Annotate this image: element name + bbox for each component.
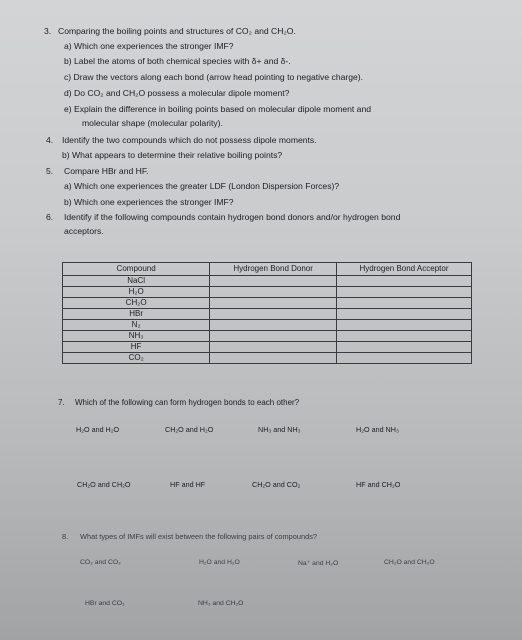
acceptor-cell[interactable] xyxy=(337,320,472,331)
q7-number: 7. xyxy=(58,398,65,407)
acceptor-cell[interactable] xyxy=(337,298,472,309)
q3c-text: c) Draw the vectors along each bond (arrow head pointing to negative charge). xyxy=(64,72,364,82)
header-compound: Compound xyxy=(63,263,210,276)
q8-pair: CO₂ and CO₂ xyxy=(80,559,121,566)
compound-cell: NH₃ xyxy=(63,331,210,342)
q7-pair: CH₂O and CH₂O xyxy=(77,480,131,489)
q7-pair: NH₃ and NH₃ xyxy=(258,425,301,434)
acceptor-cell[interactable] xyxy=(337,353,472,364)
compound-cell: HBr xyxy=(63,309,210,320)
donor-cell[interactable] xyxy=(210,342,337,353)
q7-pair: HF and CH₂O xyxy=(356,480,401,489)
q6-prompt-cont: acceptors. xyxy=(64,226,104,236)
compound-cell: NaCl xyxy=(63,276,210,287)
q3-number: 3. xyxy=(44,26,52,36)
compound-cell: CH₂O xyxy=(63,298,210,309)
q4-prompt: Identify the two compounds which do not possess dipole moments. xyxy=(62,135,317,145)
q5b-text: b) Which one experiences the stronger IMF? xyxy=(64,197,234,207)
header-hb-acceptor: Hydrogen Bond Acceptor xyxy=(337,263,472,276)
q7-pair: HF and HF xyxy=(170,480,206,489)
q8-pair: CH₂O and CH₂O xyxy=(384,559,435,566)
q5-prompt: Compare HBr and HF. xyxy=(64,166,149,176)
q5-number: 5. xyxy=(46,166,54,176)
hydrogen-bond-table xyxy=(62,262,472,364)
q3e-text-cont: molecular shape (molecular polarity). xyxy=(82,118,223,128)
donor-cell[interactable] xyxy=(210,287,337,298)
q8-pair: NH₃ and CH₂O xyxy=(198,600,244,607)
header-hb-donor: Hydrogen Bond Donor xyxy=(210,263,337,276)
acceptor-cell[interactable] xyxy=(337,309,472,320)
donor-cell[interactable] xyxy=(210,309,337,320)
donor-cell[interactable] xyxy=(210,331,337,342)
q8-prompt: What types of IMFs will exist between the following pairs of compounds? xyxy=(80,532,318,541)
q8-pair: Na⁺ and H₂O xyxy=(298,560,339,567)
table-row xyxy=(63,320,472,331)
donor-cell[interactable] xyxy=(210,353,337,364)
q6-number: 6. xyxy=(46,212,54,222)
table-header-row xyxy=(63,263,472,276)
q3-prompt: Comparing the boiling points and structures of CO₂ and CH₂O. xyxy=(58,26,296,36)
table-row xyxy=(63,298,472,309)
q3b-text: b) Label the atoms of both chemical species with δ+ and δ-. xyxy=(64,56,291,66)
q7-pair: CH₂O and CO₂ xyxy=(252,480,301,489)
acceptor-cell[interactable] xyxy=(337,342,472,353)
q4b-text: b) What appears to determine their relative boiling points? xyxy=(62,150,283,160)
table-row xyxy=(63,287,472,298)
q3e-text: e) Explain the difference in boiling points based on molecular dipole moment and xyxy=(64,104,372,114)
table-row xyxy=(63,309,472,320)
compound-cell: N₂ xyxy=(63,320,210,331)
q7-pair: CH₂O and H₂O xyxy=(165,425,214,434)
q7-pair: H₂O and NH₃ xyxy=(356,425,399,434)
q4-number: 4. xyxy=(46,135,54,145)
q6-prompt: Identify if the following compounds contain hydrogen bond donors and/or hydrogen bond xyxy=(64,212,401,222)
table-row xyxy=(63,342,472,353)
acceptor-cell[interactable] xyxy=(337,287,472,298)
donor-cell[interactable] xyxy=(210,298,337,309)
table-row xyxy=(63,353,472,364)
q8-pair: HBr and CO₂ xyxy=(85,600,125,607)
q3a-text: a) Which one experiences the stronger IMF? xyxy=(64,41,234,51)
compound-cell: H₂O xyxy=(63,287,210,298)
q7-pair: H₂O and H₂O xyxy=(76,425,120,434)
q3d-text: d) Do CO₂ and CH₂O possess a molecular dipole moment? xyxy=(64,88,290,98)
q5a-text: a) Which one experiences the greater LDF (London Dispersion Forces)? xyxy=(64,181,340,191)
compound-cell: CO₂ xyxy=(63,353,210,364)
compound-cell: HF xyxy=(63,342,210,353)
donor-cell[interactable] xyxy=(210,320,337,331)
q7-prompt: Which of the following can form hydrogen bonds to each other? xyxy=(75,398,300,407)
acceptor-cell[interactable] xyxy=(337,276,472,287)
donor-cell[interactable] xyxy=(210,276,337,287)
table-row xyxy=(63,276,472,287)
q8-number: 8. xyxy=(62,532,69,541)
table-row xyxy=(63,331,472,342)
q8-pair: H₂O and H₂O xyxy=(199,559,240,566)
acceptor-cell[interactable] xyxy=(337,331,472,342)
